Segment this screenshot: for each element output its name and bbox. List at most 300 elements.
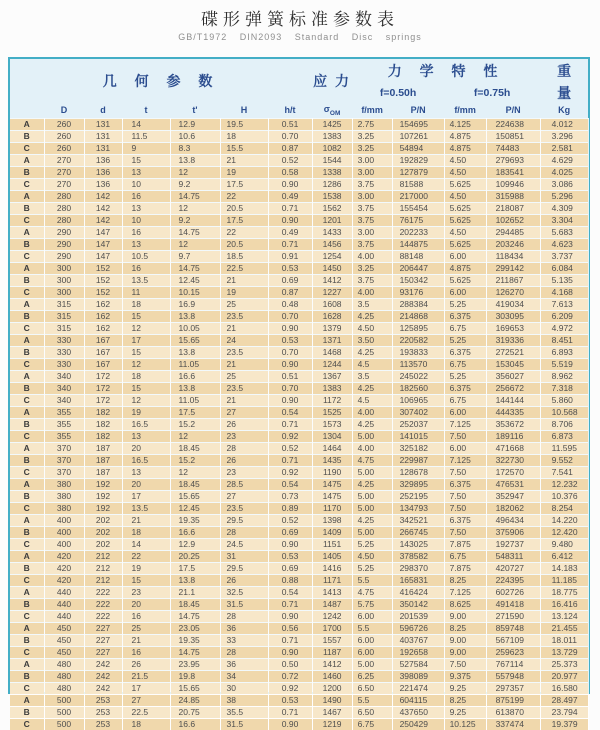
subheader-f075: f=0.75h (473, 87, 511, 99)
table-cell: 172 (84, 382, 122, 394)
table-cell: 25 (220, 298, 268, 310)
table-cell: 437650 (392, 706, 444, 718)
table-cell: 1244 (312, 358, 352, 370)
table-cell: 1475 (312, 478, 352, 490)
table-cell: 11.185 (540, 574, 588, 586)
table-cell: 31.5 (220, 598, 268, 610)
table-cell: 0.90 (268, 718, 312, 730)
column-header-row (10, 103, 588, 118)
table-cell: 1467 (312, 706, 352, 718)
table-cell: 315 (44, 310, 84, 322)
table-cell: 13 (122, 202, 170, 214)
table-cell: 27 (220, 490, 268, 502)
table-cell: 0.90 (268, 214, 312, 226)
table-cell: 1371 (312, 334, 352, 346)
table-cell: 31.5 (220, 718, 268, 730)
table-cell: 4.00 (352, 286, 392, 298)
table-cell: C (10, 178, 44, 190)
table-cell: 126270 (486, 286, 540, 298)
table-cell: 400 (44, 514, 84, 526)
table-cell: 27 (122, 694, 170, 706)
table-cell: 136 (84, 178, 122, 190)
col-H: H (240, 105, 248, 116)
table-cell: 5.625 (444, 274, 486, 286)
table-cell: 21 (122, 634, 170, 646)
table-cell: 13 (122, 430, 170, 442)
table-cell: 16.5 (122, 418, 170, 430)
table-cell: 192658 (392, 646, 444, 658)
table-cell: 0.53 (268, 550, 312, 562)
table-cell: 5.683 (540, 226, 588, 238)
table-cell: 1456 (312, 238, 352, 250)
table-cell: 220582 (392, 334, 444, 346)
table-cell: 11.5 (122, 130, 170, 142)
table-cell: 76175 (392, 214, 444, 226)
table-cell: 17 (122, 334, 170, 346)
table-cell: 0.50 (268, 658, 312, 670)
table-cell: A (10, 514, 44, 526)
table-cell: 18 (122, 298, 170, 310)
table-cell: B (10, 598, 44, 610)
table-cell: 182 (84, 406, 122, 418)
table-cell: 12.9 (170, 118, 220, 130)
table-row (10, 226, 588, 238)
table-cell: A (10, 154, 44, 166)
table-cell: 3.75 (352, 214, 392, 226)
table-cell: 370 (44, 454, 84, 466)
table-cell: 3.75 (352, 238, 392, 250)
table-cell: 0.49 (268, 226, 312, 238)
table-cell: 6.75 (444, 358, 486, 370)
table-row (10, 502, 588, 514)
table-cell: 340 (44, 394, 84, 406)
table-cell: 10 (122, 214, 170, 226)
table-cell: 1409 (312, 526, 352, 538)
table-cell: 19 (220, 166, 268, 178)
table-cell: 193833 (392, 346, 444, 358)
table-cell: 212 (84, 574, 122, 586)
table-cell: 153045 (486, 358, 540, 370)
table-cell: 142 (84, 202, 122, 214)
table-cell: 1171 (312, 574, 352, 586)
table-cell: 1608 (312, 298, 352, 310)
table-cell: 375906 (486, 526, 540, 538)
table-row (10, 610, 588, 622)
table-cell: 18.775 (540, 586, 588, 598)
table-cell: 18 (122, 718, 170, 730)
table-row (10, 370, 588, 382)
col-p-n-050: P/N (410, 105, 426, 116)
table-cell: 1628 (312, 310, 352, 322)
table-cell: 5.25 (444, 334, 486, 346)
table-cell: 8.25 (444, 622, 486, 634)
table-cell: 6.00 (352, 610, 392, 622)
table-cell: 4.25 (352, 418, 392, 430)
table-cell: 3.00 (352, 190, 392, 202)
table-cell: 1573 (312, 418, 352, 430)
table-cell: 29.5 (220, 562, 268, 574)
table-cell: 23 (122, 586, 170, 598)
table-cell: 1151 (312, 538, 352, 550)
table-cell: 3.50 (352, 334, 392, 346)
table-cell: 192 (84, 502, 122, 514)
table-cell: C (10, 538, 44, 550)
table-cell: 23.95 (170, 658, 220, 670)
table-cell: A (10, 226, 44, 238)
table-cell: 187 (84, 442, 122, 454)
table-cell: 152 (84, 286, 122, 298)
table-cell: 0.54 (268, 478, 312, 490)
table-cell: 169653 (486, 322, 540, 334)
table-cell: 13 (122, 238, 170, 250)
table-cell: 12 (170, 466, 220, 478)
table-cell: 134793 (392, 502, 444, 514)
table-cell: 16.416 (540, 598, 588, 610)
table-cell: 1200 (312, 682, 352, 694)
table-row (10, 670, 588, 682)
table-cell: B (10, 310, 44, 322)
table-cell: 131 (84, 142, 122, 154)
table-cell: 319336 (486, 334, 540, 346)
table-cell: 4.50 (444, 190, 486, 202)
table-cell: 272521 (486, 346, 540, 358)
group-header-row (10, 59, 588, 83)
table-cell: 6.75 (444, 550, 486, 562)
table-cell: 1416 (312, 562, 352, 574)
table-cell: 28.5 (220, 478, 268, 490)
table-cell: 1338 (312, 166, 352, 178)
table-cell: 192 (84, 478, 122, 490)
table-cell: 3.00 (352, 166, 392, 178)
table-cell: 16.6 (170, 370, 220, 382)
table-cell: 167 (84, 346, 122, 358)
table-cell: 152 (84, 274, 122, 286)
table-cell: 222 (84, 598, 122, 610)
table-cell: 0.87 (268, 142, 312, 154)
col-D: D (60, 105, 68, 116)
table-cell: 162 (84, 310, 122, 322)
table-cell: 16.6 (170, 526, 220, 538)
table-cell: A (10, 622, 44, 634)
table-cell: 144875 (392, 238, 444, 250)
table-cell: 270 (44, 178, 84, 190)
table-cell: 19.379 (540, 718, 588, 730)
table-cell: 355 (44, 418, 84, 430)
table-cell: 419034 (486, 298, 540, 310)
table-cell: 127879 (392, 166, 444, 178)
col-f-mm-050: f/mm (361, 105, 383, 116)
table-row (10, 178, 588, 190)
table-cell: 5.5 (352, 622, 392, 634)
table-cell: 271590 (486, 610, 540, 622)
table-cell: 15 (122, 310, 170, 322)
table-cell: 18.45 (170, 478, 220, 490)
table-cell: 227 (84, 634, 122, 646)
table-cell: 0.87 (268, 286, 312, 298)
table-cell: 20 (122, 442, 170, 454)
table-cell: 8.451 (540, 334, 588, 346)
table-cell: 229987 (392, 454, 444, 466)
table-cell: 21 (122, 514, 170, 526)
table-cell: A (10, 658, 44, 670)
table-cell: 7.50 (444, 502, 486, 514)
table-cell: 398089 (392, 670, 444, 682)
table-cell: 315988 (486, 190, 540, 202)
table-cell: 10.6 (170, 130, 220, 142)
table-cell: 24.85 (170, 694, 220, 706)
table-cell: 0.70 (268, 346, 312, 358)
table-cell: 4.50 (444, 154, 486, 166)
table-row (10, 694, 588, 706)
table-row (10, 562, 588, 574)
table-cell: 596726 (392, 622, 444, 634)
table-cell: 859748 (486, 622, 540, 634)
table-cell: 23 (220, 430, 268, 442)
table-row (10, 478, 588, 490)
table-cell: 23 (220, 466, 268, 478)
table-cell: 1562 (312, 202, 352, 214)
table-cell: 0.71 (268, 238, 312, 250)
table-cell: 5.25 (352, 538, 392, 550)
table-cell: 9.480 (540, 538, 588, 550)
table-cell: 1544 (312, 154, 352, 166)
table-cell: C (10, 502, 44, 514)
table-cell: 4.875 (444, 262, 486, 274)
table-cell: 25 (220, 370, 268, 382)
table-cell: 330 (44, 334, 84, 346)
table-cell: 5.00 (352, 490, 392, 502)
table-cell: 4.875 (444, 142, 486, 154)
table-cell: 23.5 (220, 310, 268, 322)
table-cell: 548311 (486, 550, 540, 562)
table-cell: 23.794 (540, 706, 588, 718)
table-body (10, 118, 588, 730)
table-row (10, 454, 588, 466)
table-cell: 5.00 (352, 430, 392, 442)
table-row (10, 682, 588, 694)
table-cell: 20 (122, 598, 170, 610)
table-cell: 9.7 (170, 250, 220, 262)
table-row (10, 262, 588, 274)
table-cell: 3.75 (352, 202, 392, 214)
table-cell: 0.89 (268, 502, 312, 514)
table-cell: 21 (220, 394, 268, 406)
table-cell: 1304 (312, 430, 352, 442)
table-cell: 17.5 (170, 406, 220, 418)
table-cell: 0.71 (268, 418, 312, 430)
table-cell: C (10, 322, 44, 334)
table-cell: 189116 (486, 430, 540, 442)
table-cell: 172 (84, 370, 122, 382)
table-row (10, 190, 588, 202)
table-cell: 6.00 (444, 442, 486, 454)
table-cell: 227 (84, 622, 122, 634)
table-cell: 253 (84, 718, 122, 730)
table-cell: 6.893 (540, 346, 588, 358)
table-cell: 13.8 (170, 346, 220, 358)
table-cell: 288384 (392, 298, 444, 310)
group-weight-line1: 重 (557, 63, 572, 79)
table-cell: 7.50 (444, 526, 486, 538)
table-cell: 315 (44, 298, 84, 310)
table-cell: 4.00 (352, 406, 392, 418)
table-cell: 0.90 (268, 646, 312, 658)
table-cell: 16.5 (122, 454, 170, 466)
table-cell: 6.00 (444, 250, 486, 262)
table-cell: 182062 (486, 502, 540, 514)
table-cell: 0.72 (268, 670, 312, 682)
table-cell: 22 (220, 190, 268, 202)
table-cell: 187 (84, 466, 122, 478)
table-cell: 1227 (312, 286, 352, 298)
table-cell: 0.71 (268, 598, 312, 610)
table-cell: 322730 (486, 454, 540, 466)
table-cell: 3.086 (540, 178, 588, 190)
table-cell: 0.54 (268, 586, 312, 598)
table-cell: 297357 (486, 682, 540, 694)
table-cell: 26 (220, 454, 268, 466)
table-cell: 26 (122, 658, 170, 670)
table-cell: 19 (122, 406, 170, 418)
table-cell: 15.5 (220, 142, 268, 154)
table-cell: 5.00 (352, 466, 392, 478)
table-cell: 14.75 (170, 610, 220, 622)
table-cell: A (10, 118, 44, 130)
table-row (10, 214, 588, 226)
table-cell: 152 (84, 262, 122, 274)
table-cell: 350142 (392, 598, 444, 610)
table-cell: 370 (44, 442, 84, 454)
table-cell: 25.373 (540, 658, 588, 670)
table-cell: 12.9 (170, 538, 220, 550)
col-p-n-075: P/N (505, 105, 521, 116)
table-row (10, 274, 588, 286)
table-cell: 125895 (392, 322, 444, 334)
table-cell: B (10, 130, 44, 142)
table-cell: 403767 (392, 634, 444, 646)
table-cell: B (10, 238, 44, 250)
table-row (10, 526, 588, 538)
table-cell: 250429 (392, 718, 444, 730)
table-cell: C (10, 142, 44, 154)
table-cell: A (10, 442, 44, 454)
table-cell: 1242 (312, 610, 352, 622)
table-cell: 192829 (392, 154, 444, 166)
table-cell: 1433 (312, 226, 352, 238)
table-cell: 307402 (392, 406, 444, 418)
table-cell: 11.05 (170, 358, 220, 370)
table-cell: 12 (170, 202, 220, 214)
table-cell: 16.6 (170, 718, 220, 730)
table-cell: 218087 (486, 202, 540, 214)
table-cell: 13.124 (540, 610, 588, 622)
table-cell: 18.5 (220, 250, 268, 262)
table-cell: 4.50 (352, 322, 392, 334)
table-cell: 1367 (312, 370, 352, 382)
table-cell: 1412 (312, 274, 352, 286)
table-cell: 1450 (312, 262, 352, 274)
table-cell: 8.3 (170, 142, 220, 154)
table-cell: 4.972 (540, 322, 588, 334)
table-cell: 23.5 (220, 382, 268, 394)
table-cell: 182 (84, 430, 122, 442)
table-row (10, 118, 588, 130)
table-row (10, 406, 588, 418)
table-cell: 2.75 (352, 118, 392, 130)
table-cell: 6.00 (444, 406, 486, 418)
table-row (10, 574, 588, 586)
table-cell: 450 (44, 634, 84, 646)
table-cell: A (10, 262, 44, 274)
table-cell: 8.254 (540, 502, 588, 514)
table-cell: 8.25 (444, 694, 486, 706)
table-cell: 270 (44, 166, 84, 178)
table-cell: 260 (44, 142, 84, 154)
table-cell: 11 (122, 286, 170, 298)
table-cell: B (10, 418, 44, 430)
table-cell: C (10, 466, 44, 478)
table-cell: 0.69 (268, 526, 312, 538)
table-cell: 12 (170, 238, 220, 250)
table-row (10, 538, 588, 550)
table-cell: 259623 (486, 646, 540, 658)
table-cell: A (10, 334, 44, 346)
table-cell: 150342 (392, 274, 444, 286)
table-row (10, 166, 588, 178)
table-cell: 221474 (392, 682, 444, 694)
table-cell: 31 (220, 550, 268, 562)
table-cell: 0.71 (268, 454, 312, 466)
table-cell: 378582 (392, 550, 444, 562)
col-t-prime: t' (192, 105, 198, 116)
table-cell: 202 (84, 514, 122, 526)
table-cell: 337474 (486, 718, 540, 730)
table-cell: 7.125 (444, 418, 486, 430)
table-cell: 290 (44, 250, 84, 262)
table-cell: 17 (122, 682, 170, 694)
table-cell: 0.51 (268, 370, 312, 382)
table-cell: 20.5 (220, 238, 268, 250)
table-cell: 16 (122, 610, 170, 622)
table-cell: A (10, 298, 44, 310)
group-geometry: 几 何 参 数 (102, 73, 220, 89)
table-cell: 253 (84, 694, 122, 706)
table-cell: 4.012 (540, 118, 588, 130)
table-cell: 154695 (392, 118, 444, 130)
table-cell: 496434 (486, 514, 540, 526)
table-cell: 330 (44, 358, 84, 370)
table-cell: 4.5 (352, 358, 392, 370)
table-cell: 9.2 (170, 178, 220, 190)
table-cell: 0.48 (268, 298, 312, 310)
col-t: t (144, 105, 148, 116)
table-cell: 500 (44, 694, 84, 706)
table-cell: 18 (220, 130, 268, 142)
table-cell: 23.5 (220, 502, 268, 514)
table-cell: 0.51 (268, 118, 312, 130)
table-cell: C (10, 430, 44, 442)
table-cell: 6.75 (444, 394, 486, 406)
table-cell: 440 (44, 610, 84, 622)
table-cell: 4.25 (352, 346, 392, 358)
table-cell: B (10, 454, 44, 466)
table-cell: 9.00 (444, 634, 486, 646)
table-cell: 13 (122, 466, 170, 478)
table-cell: 28.497 (540, 694, 588, 706)
table-cell: 165831 (392, 574, 444, 586)
table-cell: 6.50 (352, 706, 392, 718)
table-cell: 0.70 (268, 310, 312, 322)
